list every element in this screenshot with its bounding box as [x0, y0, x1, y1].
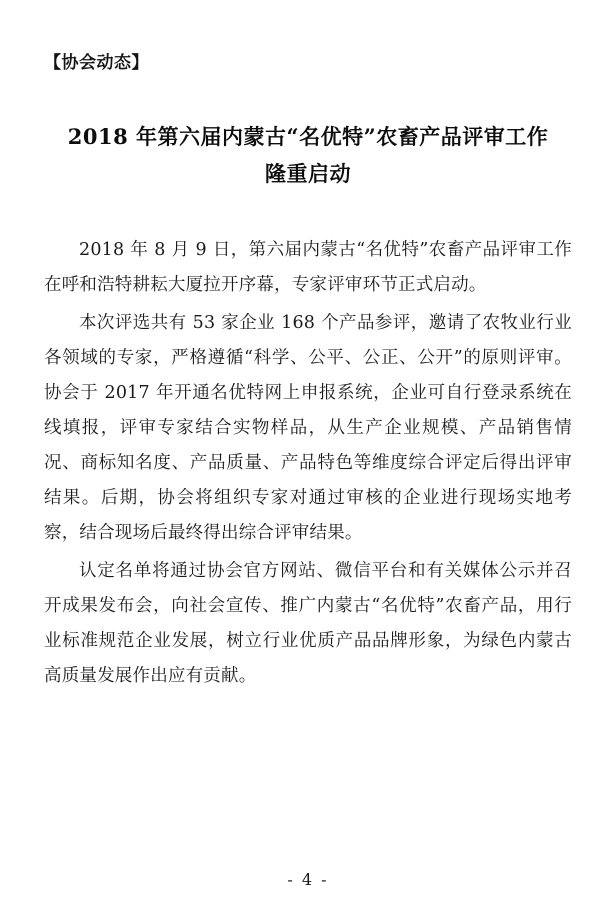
document-body: [44, 233, 572, 694]
paragraph: 2018 年 8 月 9 日，第六届内蒙古“名优特”农畜产品评审工作在呼和浩特耕耘大厦拉开序幕，专家评审环节正式启动。: [44, 239, 572, 295]
page-title: [44, 119, 572, 193]
page-title-line-2: 隆重启动: [265, 160, 351, 186]
page-title-line-1: 2018 年第六届内蒙古“名优特”农畜产品评审工作: [67, 124, 549, 149]
paragraph: 本次评选共有 53 家企业 168 个产品参评，邀请了农牧业行业各领域的专家，严格遵循“科学、公平、公正、公开”的原则评审。协会于 2017 年开通名优特网上申报系统，企业可自行登录系统在线填报，评审专家结合实物样品，从生产企业规模、产品销售情况、商标知名度、产品质量、产品特色等维度综合评定后得出评审结果。后期，协会将组织专家对通过审核的企业进行现场实地考察，结合现场后最终得出综合评审结果。: [44, 312, 572, 543]
paragraph: 认定名单将通过协会官方网站、微信平台和有关媒体公示并召开成果发布会，向社会宣传、推广内蒙古“名优特”农畜产品，用行业标准规范企业发展，树立行业优质产品品牌形象，为绿色内蒙古高质量发展作出应有贡献。: [44, 560, 572, 686]
section-tag: 【协会动态】: [44, 53, 149, 73]
page-number: - 4 -: [287, 870, 329, 889]
